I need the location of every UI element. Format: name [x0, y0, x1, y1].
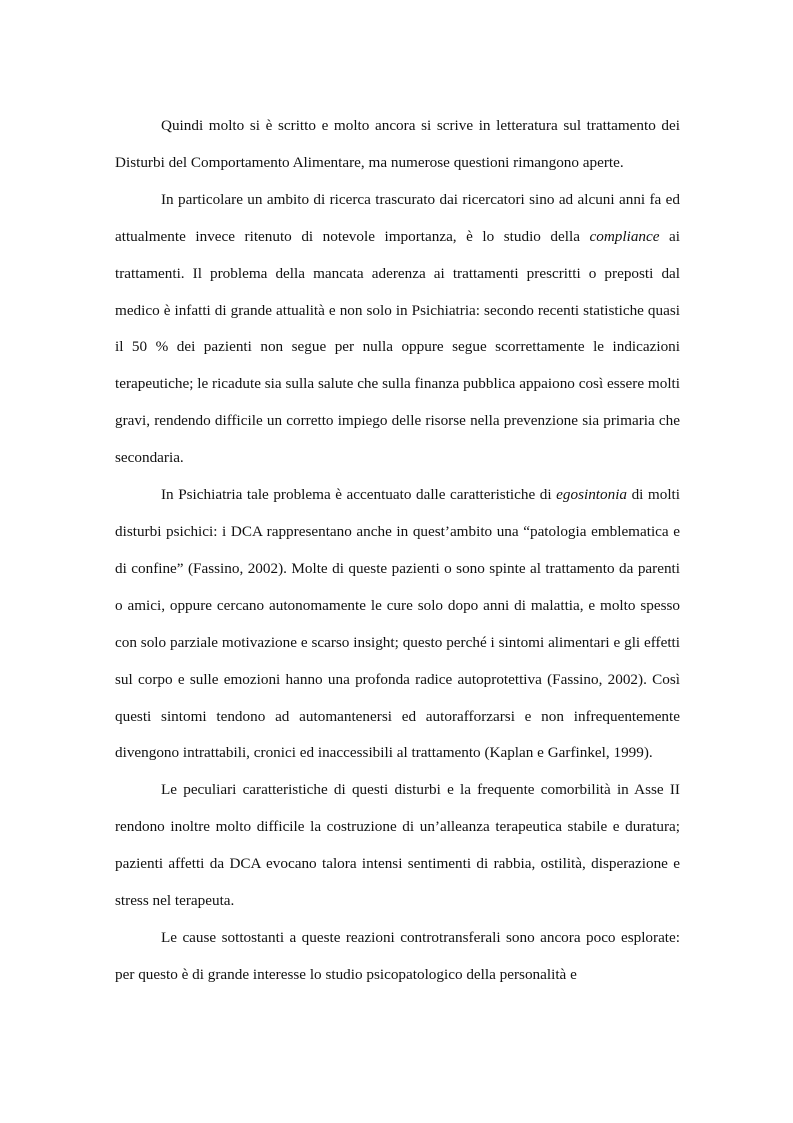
paragraph-5 [115, 920, 680, 994]
paragraph-2 [115, 182, 680, 477]
paragraph-4 [115, 772, 680, 920]
paragraph-1 [115, 108, 680, 182]
paragraph-5-text: Le cause sottostanti a queste reazioni controtransferali sono ancora poco esplorate: per questo è di grande interesse lo studio psicopatologico della personalità e [115, 928, 680, 983]
italic-term-compliance: compliance [589, 227, 660, 245]
italic-term-egosintonia: egosintonia [556, 486, 628, 504]
paragraph-1-text: Quindi molto si è scritto e molto ancora si scrive in letteratura sul trattamento dei Disturbi del Comportamento Alimentare, ma numerose questioni rimangono aperte. [115, 117, 680, 171]
document-page [115, 108, 680, 994]
paragraph-4-text: Le peculiari caratteristiche di questi disturbi e la frequente comorbilità in Asse II rendono inoltre molto difficile la costruzione di un’alleanza terapeutica stabile e duratura; pazienti affetti da DCA evocano talora intensi sentimenti di rabbia, ostilità, disperazione e stress nel terapeuta. [115, 781, 680, 910]
paragraph-3-text-start: In Psichiatria tale problema è accentuato dalle caratteristiche di [161, 486, 557, 504]
paragraph-2-text-end: ai trattamenti. Il problema della mancata aderenza ai trattamenti prescritti o preposti dal medico è infatti di grande attualità e non solo in Psichiatria: secondo recenti statistiche quasi il 50 % dei pazienti non segue per nulla oppure segue scorrettamente le indicazioni terapeutiche; le ricadute sia sulla salute che sulla finanza pubblica appaiono così essere molti gravi, rendendo difficile un corretto impiego delle risorse nella prevenzione sia primaria che secondaria. [115, 227, 680, 467]
paragraph-2-text-start: In particolare un ambito di ricerca trascurato dai ricercatori sino ad alcuni anni fa ed attualmente invece ritenuto di notevole importanza, è lo studio della [115, 190, 680, 245]
paragraph-3-text-end: di molti disturbi psichici: i DCA rappresentano anche in quest’ambito una “patologia emblematica e di confine” (Fassino, 2002). Molte di queste pazienti o sono spinte al trattamento da parenti o amici, oppure cercano autonomamente le cure solo dopo anni di malattia, e molto spesso con solo parziale motivazione e scarso insight; questo perché i sintomi alimentari e gli effetti sul corpo e sulle emozioni hanno una profonda radice autoprotettiva (Fassino, 2002). Così questi sintomi tendono ad automantenersi ed autorafforzarsi e non infrequentemente divengono intrattabili, cronici ed inaccessibili al trattamento (Kaplan e Garfinkel, 1999). [115, 486, 680, 762]
paragraph-3 [115, 477, 680, 772]
